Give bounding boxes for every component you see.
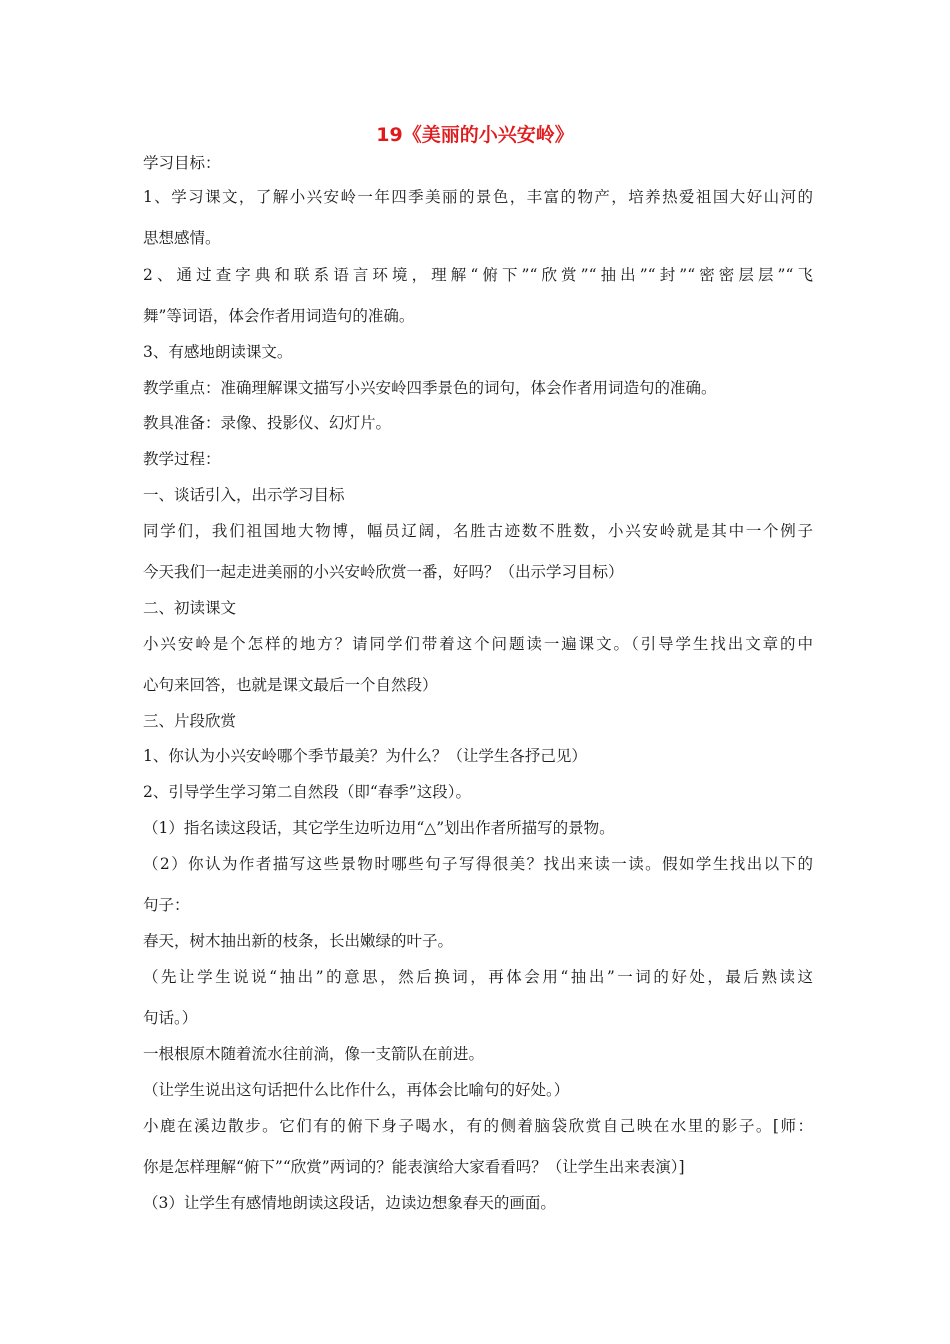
heading-learning-goals: 学习目标： xyxy=(143,154,221,172)
paragraph-line: 句子： xyxy=(143,896,190,914)
paragraph-line: （3）让学生有感情地朗读这段话，边读边想象春天的画面。 xyxy=(143,1194,556,1212)
paragraph-line: 思想感情。 xyxy=(143,229,221,247)
paragraph-line: 一根根原木随着流水往前淌，像一支箭队在前进。 xyxy=(143,1045,485,1063)
paragraph-line: 3、有感地朗读课文。 xyxy=(143,343,293,361)
paragraph-line: （1）指名读这段话，其它学生边听边用“△”划出作者所描写的景物。 xyxy=(143,819,615,837)
paragraph-line: 2、通过查字典和联系语言环境，理解“俯下”“欣赏”“抽出”“封”“密密层层”“飞 xyxy=(143,266,813,284)
paragraph-line: 教具准备：录像、投影仪、幻灯片。 xyxy=(143,414,392,432)
paragraph-line: 你是怎样理解“俯下”“欣赏”两词的？能表演给大家看看吗？（让学生出来表演）] xyxy=(143,1158,685,1176)
paragraph-line: 教学重点：准确理解课文描写小兴安岭四季景色的词句，体会作者用词造句的准确。 xyxy=(143,379,717,397)
paragraph-line: 小兴安岭是个怎样的地方？请同学们带着这个问题读一遍课文。（引导学生找出文章的中 xyxy=(143,635,813,653)
paragraph-line: 舞”等词语，体会作者用词造句的准确。 xyxy=(143,307,415,325)
section-heading: 一、谈话引入，出示学习目标 xyxy=(143,486,345,504)
paragraph-line: 同学们，我们祖国地大物博，幅员辽阔，名胜古迹数不胜数，小兴安岭就是其中一个例子 xyxy=(143,522,813,540)
heading-teaching-process: 教学过程： xyxy=(143,450,221,468)
paragraph-line: 句话。） xyxy=(143,1009,198,1027)
paragraph-line: （先让学生说说“抽出”的意思，然后换词，再体会用“抽出”一词的好处，最后熟读这 xyxy=(143,968,813,986)
paragraph-line: 心句来回答，也就是课文最后一个自然段） xyxy=(143,676,438,694)
paragraph-line: 1、你认为小兴安岭哪个季节最美？为什么？（让学生各抒己见） xyxy=(143,747,587,765)
paragraph-line: 2、引导学生学习第二自然段（即“春季”这段）。 xyxy=(143,783,471,801)
paragraph-line: （让学生说出这句话把什么比作什么，再体会比喻句的好处。） xyxy=(143,1081,570,1099)
section-heading: 二、初读课文 xyxy=(143,599,237,617)
paragraph-line: 春天，树木抽出新的枝条，长出嫩绿的叶子。 xyxy=(143,932,454,950)
paragraph-line: 今天我们一起走进美丽的小兴安岭欣赏一番，好吗？（出示学习目标） xyxy=(143,563,624,581)
paragraph-line: （2）你认为作者描写这些景物时哪些句子写得很美？找出来读一读。假如学生找出以下的 xyxy=(143,855,813,873)
document-title: 19《美丽的小兴安岭》 xyxy=(376,124,574,146)
section-heading: 三、片段欣赏 xyxy=(143,712,237,730)
paragraph-line: 小鹿在溪边散步。它们有的俯下身子喝水，有的侧着脑袋欣赏自己映在水里的影子。[师： xyxy=(143,1117,813,1135)
paragraph-line: 1、学习课文，了解小兴安岭一年四季美丽的景色，丰富的物产，培养热爱祖国大好山河的 xyxy=(143,188,813,206)
